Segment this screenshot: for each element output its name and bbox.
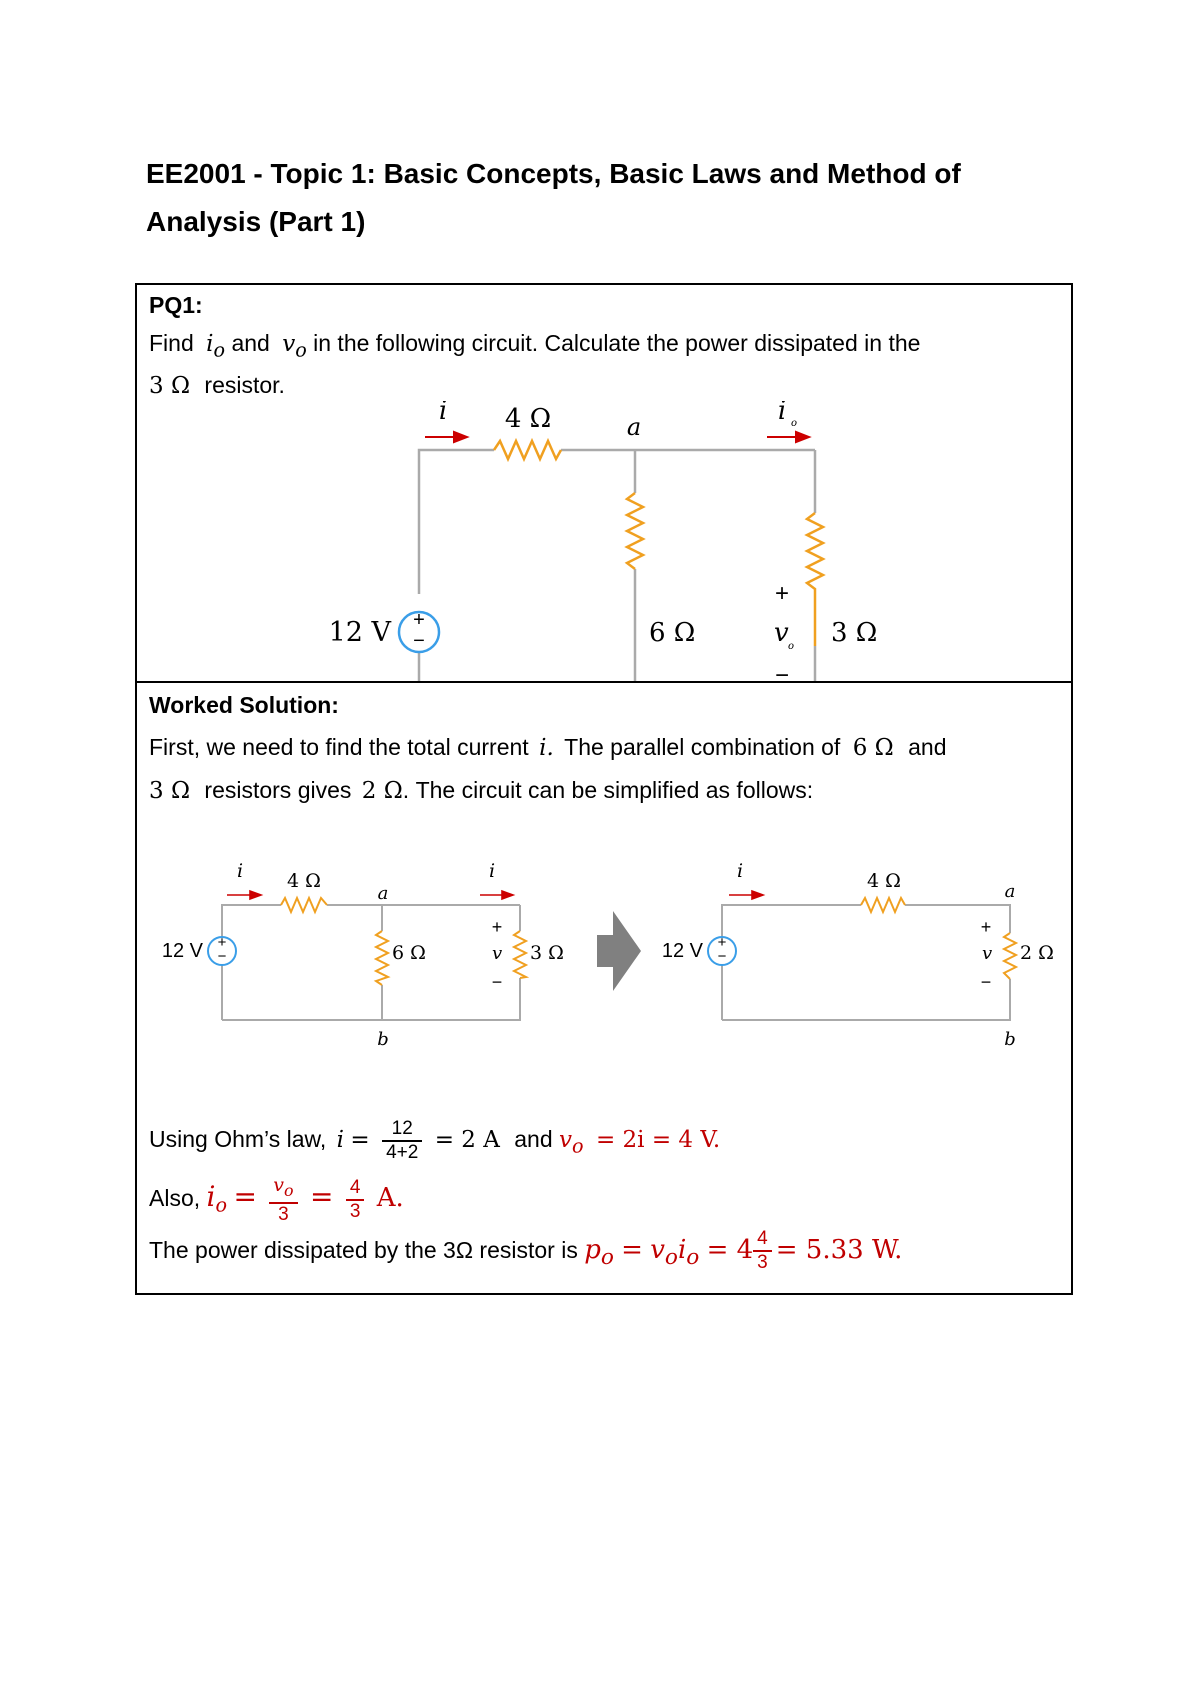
resistor-word: resistor. (204, 372, 285, 398)
question-box (135, 283, 1073, 683)
power-line (149, 1223, 902, 1284)
current-io-label: i (777, 401, 787, 426)
power-expression: $p_o = v_oi_o = 4$ $\frac{4}{3}$ = 5.33 W. (584, 1228, 903, 1274)
circuit-diagram-original (137, 401, 1071, 681)
ohm-fraction: $\frac{12}{4+2}$ (382, 1118, 422, 1164)
svg-text:−: − (980, 972, 992, 992)
left-resistor-3 (514, 931, 526, 978)
question-text-line-2 (149, 371, 285, 400)
svg-text:i: i (236, 860, 244, 882)
svg-text:6 Ω: 6 Ω (392, 942, 426, 964)
svg-text:v: v (982, 943, 993, 964)
right-circuit (662, 860, 1054, 1050)
title-line-2: Analysis (Part 1) (146, 206, 366, 237)
svg-text:+: + (717, 934, 727, 951)
svg-text:+: + (491, 917, 503, 937)
svg-text:v: v (492, 943, 503, 964)
current-io-sub: o (791, 418, 798, 429)
solution-paragraph-line-2 (149, 776, 813, 805)
three-ohm-value-2: 3 Ω (149, 778, 191, 804)
svg-text:+: + (980, 917, 992, 937)
ohm-vo-expression: $v_o = 2i = 4$ V. (559, 1127, 721, 1158)
document-title (146, 150, 1046, 246)
svg-text:−: − (217, 948, 227, 965)
current-arrows (425, 432, 809, 442)
two-ohm-value: 2 Ω (361, 778, 403, 804)
solution-text-1b: The parallel combination of (564, 734, 841, 760)
r2-label: 6 Ω (649, 618, 696, 648)
svg-text:i: i (736, 860, 744, 882)
resistor-4-ohm (494, 441, 561, 459)
vo-sub: o (788, 641, 795, 652)
svg-text:3 Ω: 3 Ω (530, 942, 564, 964)
resistor-3-ohm (807, 513, 823, 646)
vo-label: v (774, 618, 789, 648)
svg-text:4 Ω: 4 Ω (287, 870, 321, 892)
source-minus: − (413, 630, 425, 652)
svg-text:b: b (1004, 1029, 1016, 1050)
vo-minus: − (774, 662, 790, 681)
solution-label: Worked Solution: (149, 692, 339, 718)
source-plus: + (413, 609, 425, 631)
svg-text:a: a (377, 883, 389, 904)
vo-plus: + (774, 580, 790, 607)
svg-text:b: b (377, 1029, 389, 1050)
ohm-result: = 2 A (434, 1127, 500, 1153)
left-resistor-4 (281, 898, 327, 912)
svg-text:12 V: 12 V (161, 940, 203, 962)
solution-text-1a: First, we need to find the total current (149, 734, 529, 760)
r1-label: 4 Ω (504, 404, 552, 434)
solution-box (135, 681, 1073, 1295)
question-label: PQ1: (149, 292, 203, 318)
ohm-eq: = (350, 1127, 370, 1153)
ohm-i: i (336, 1127, 345, 1153)
r3-label: 3 Ω (831, 618, 878, 648)
io-symbol: $i_o$ (206, 331, 226, 362)
and-word: and (231, 330, 270, 356)
svg-text:2 Ω: 2 Ω (1020, 942, 1054, 964)
vo-symbol: $v_o$ (282, 331, 307, 362)
and-word-2: and (908, 734, 947, 760)
svg-text:−: − (717, 948, 727, 965)
left-resistor-6 (376, 931, 388, 985)
six-ohm-value: 6 Ω (852, 735, 894, 761)
wires (419, 450, 815, 681)
title-line-1: EE2001 - Topic 1: Basic Concepts, Basic Laws and Method of (146, 158, 961, 189)
three-ohm-value: 3 Ω (149, 373, 191, 399)
find-word: Find (149, 330, 194, 356)
also-prefix: Also, (149, 1185, 201, 1211)
solution-text-2a: resistors gives (204, 777, 352, 803)
svg-text:12 V: 12 V (661, 940, 703, 962)
top-wire (419, 450, 494, 594)
svg-text:a: a (1004, 881, 1016, 902)
solution-paragraph-line-1 (149, 733, 947, 762)
power-prefix: The power dissipated by the 3Ω resistor is (149, 1237, 578, 1263)
circuit-diagrams-simplification (137, 853, 1071, 1083)
right-resistor-4 (861, 898, 905, 912)
solution-i-symbol: i. (539, 735, 554, 761)
ohm-and: and (514, 1126, 553, 1152)
bottom-rail (419, 646, 815, 681)
left-circuit (162, 860, 564, 1050)
also-expression: $i_o$ = $\frac{v_o}{3}$ = $\frac{4}{3}$ A. (206, 1174, 404, 1225)
solution-text-2b: . The circuit can be simplified as follows: (402, 777, 814, 803)
question-rest: in the following circuit. Calculate the power dissipated in the (313, 330, 921, 356)
node-a-label: a (626, 413, 642, 441)
simplification-arrow (597, 911, 641, 991)
source-label: 12 V (328, 617, 391, 648)
right-resistor-2 (1004, 933, 1016, 979)
resistor-6-ohm (627, 493, 643, 569)
svg-text:i: i (488, 860, 496, 882)
question-text-line-1 (149, 329, 920, 365)
svg-text:−: − (491, 972, 503, 992)
current-i-label: i (438, 401, 448, 426)
svg-text:+: + (217, 934, 227, 951)
ohm-prefix: Using Ohm’s law, (149, 1126, 327, 1152)
svg-text:4 Ω: 4 Ω (867, 870, 901, 892)
ohms-law-line (149, 1113, 720, 1173)
